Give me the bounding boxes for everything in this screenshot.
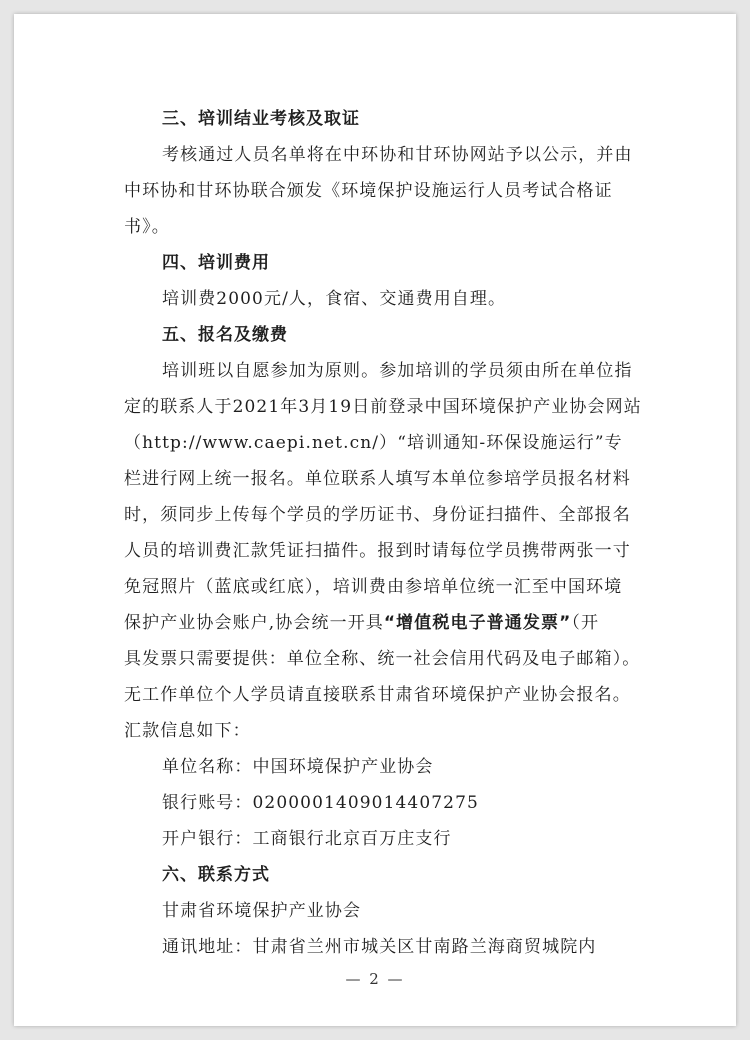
paragraph-line: 时，须同步上传每个学员的学历证书、身份证扫描件、全部报名 [124,505,631,525]
remit-account-name: 单位名称：中国环境保护产业协会 [162,757,434,777]
paragraph-line-invoice [14,612,736,634]
paragraph-line: 汇款信息如下： [124,721,251,741]
paragraph-line: 免冠照片（蓝底或红底），培训费由参培单位统一汇至中国环境 [124,577,623,597]
paragraph-line: 栏进行网上统一报名。单位联系人填写本单位参培学员报名材料 [124,469,631,489]
invoice-type-bold: “增值税电子普通发票” [383,613,572,633]
paragraph-line: 无工作单位个人学员请直接联系甘肃省环境保护产业协会报名。 [124,685,631,705]
paragraph-line: 培训班以自愿参加为原则。参加培训的学员须由所在单位指 [162,361,633,381]
contact-org: 甘肃省环境保护产业协会 [162,901,362,921]
section-6-heading: 六、联系方式 [162,865,270,885]
paragraph-line: 中环协和甘环协联合颁发《环境保护设施运行人员考试合格证 [124,181,613,201]
paragraph-line: 考核通过人员名单将在中环协和甘环协网站予以公示，并由 [162,145,633,165]
paragraph-line: 书》。 [124,217,170,237]
page-number: — 2 — [345,970,405,988]
paragraph-line: 人员的培训费汇款凭证扫描件。报到时请每位学员携带两张一寸 [124,541,631,561]
paragraph-line: （http://www.caepi.net.cn/）“培训通知-环保设施运行”专 [124,433,623,453]
remit-account-number: 银行账号：0200001409014407275 [162,793,479,813]
paragraph-line: 定的联系人于2021年3月19日前登录中国环境保护产业协会网站 [124,397,642,417]
invoice-text-post: （开 [571,613,600,633]
document-page [14,14,736,1026]
paragraph-line: 培训费2000元/人，食宿、交通费用自理。 [162,289,507,309]
section-3-heading: 三、培训结业考核及取证 [162,109,360,129]
remit-bank: 开户银行：工商银行北京百万庄支行 [162,829,452,849]
section-4-heading: 四、培训费用 [162,253,270,273]
contact-address: 通讯地址：甘肃省兰州市城关区甘南路兰海商贸城院内 [162,937,597,957]
section-5-heading: 五、报名及缴费 [162,325,288,345]
invoice-text-pre: 保护产业协会账户,协会统一开具 [124,613,384,633]
paragraph-line: 具发票只需要提供：单位全称、统一社会信用代码及电子邮箱）。 [124,649,641,669]
